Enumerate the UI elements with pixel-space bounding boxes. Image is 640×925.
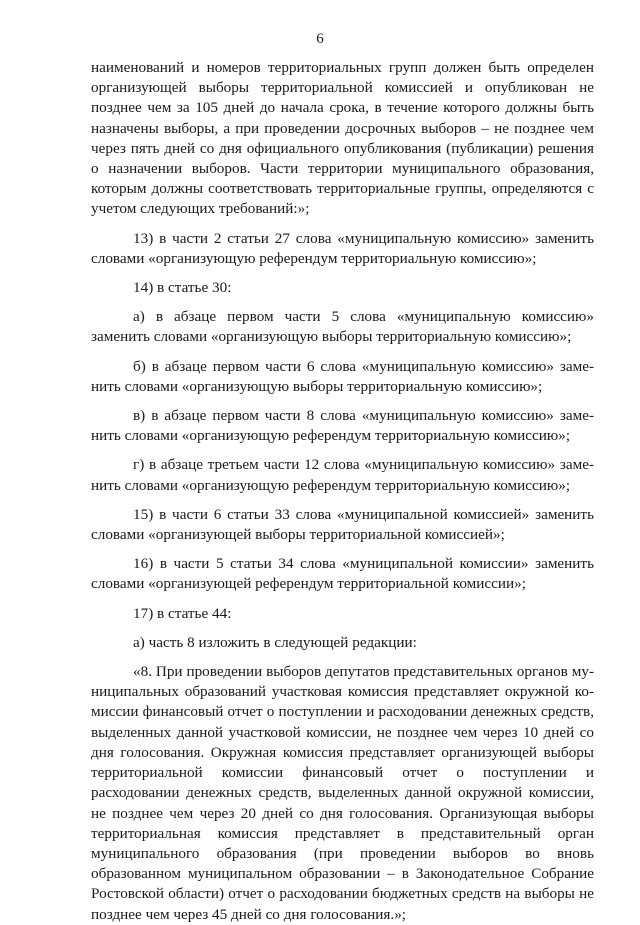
paragraph-item-15: 15) в части 6 статьи 33 слова «муниципальной комиссией» заменить словами «организующей выборы территориальной комиссией»; [91,505,594,544]
paragraph-item-14a: а) в абзаце первом части 5 слова «муниципальную комиссию» заменить словами «организующую выборы территориальную комиссию»; [91,308,594,346]
paragraph-item-14v: в) в абзаце первом части 8 слова «муниципальную комиссию» заменить словами «организующую референдум территориальную комиссию»; [91,407,594,445]
paragraph-item-17: 17) в статье 44: [133,604,232,622]
paragraph-item-14b: б) в абзаце первом части 6 слова «муниципальную комиссию» заменить словами «организующую выборы территориальную комиссию»; [91,357,594,395]
document-body [91,58,594,925]
paragraph-item-14: 14) в статье 30: [133,279,232,297]
paragraph-item-14g: г) в абзаце третьем части 12 слова «муниципальную комиссию» заменить словами «организующую референдум территориальную комиссию»; [91,456,594,494]
paragraph-item-13: 13) в части 2 статьи 27 слова «муниципальную комиссию» заменить словами «организующую референдум территориальную комиссию»; [91,229,594,267]
paragraph-item-16: 16) в части 5 статьи 34 слова «муниципальной комиссии» заменить словами «организующей референдум территориальной комиссии»; [91,555,594,593]
paragraph-item-17a: а) часть 8 изложить в следующей редакции: [133,633,417,651]
paragraph-continuation: наименований и номеров территориальных групп должен быть определен организующей выборы территориальной комиссией и опубликован не позднее чем за 105 дней до начала срока, в течение которого должны быть назначены выборы, а при проведении досрочных выборов – не позднее чем через пять дней со дня официального опубликования (публикации) решения о назначении выборов. Части территории муниципального образования, которым должны соответствовать территориальные группы, определяются с учетом следующих требований:»; [91,59,594,218]
page-number: 6 [316,31,324,47]
paragraph-quoted-part-8: «8. При проведении выборов депутатов представительных органов муниципальных образований участковая комиссия представляет окружной комиссии финансовый отчет о поступлении и расходовании денежных средств, выделенных данной участковой комиссии, не позднее чем через 10 дней со дня голосования. Окружная комиссия представляет организующей выборы территориальной комиссии финансовый отчет о поступлении и расходовании денежных средств, выделенных данной окружной комиссии, не позднее чем через 20 дней со дня голосования. Организующая выборы территориальная комиссия представляет в представительный орган муниципального образования (при проведении выборов во вновь образованном муниципальном образовании – в Законодательное Собрание Ростовской области) отчет о расходовании бюджетных средств на выборы не позднее чем через 45 дней со дня голосования.»; [91,663,594,923]
